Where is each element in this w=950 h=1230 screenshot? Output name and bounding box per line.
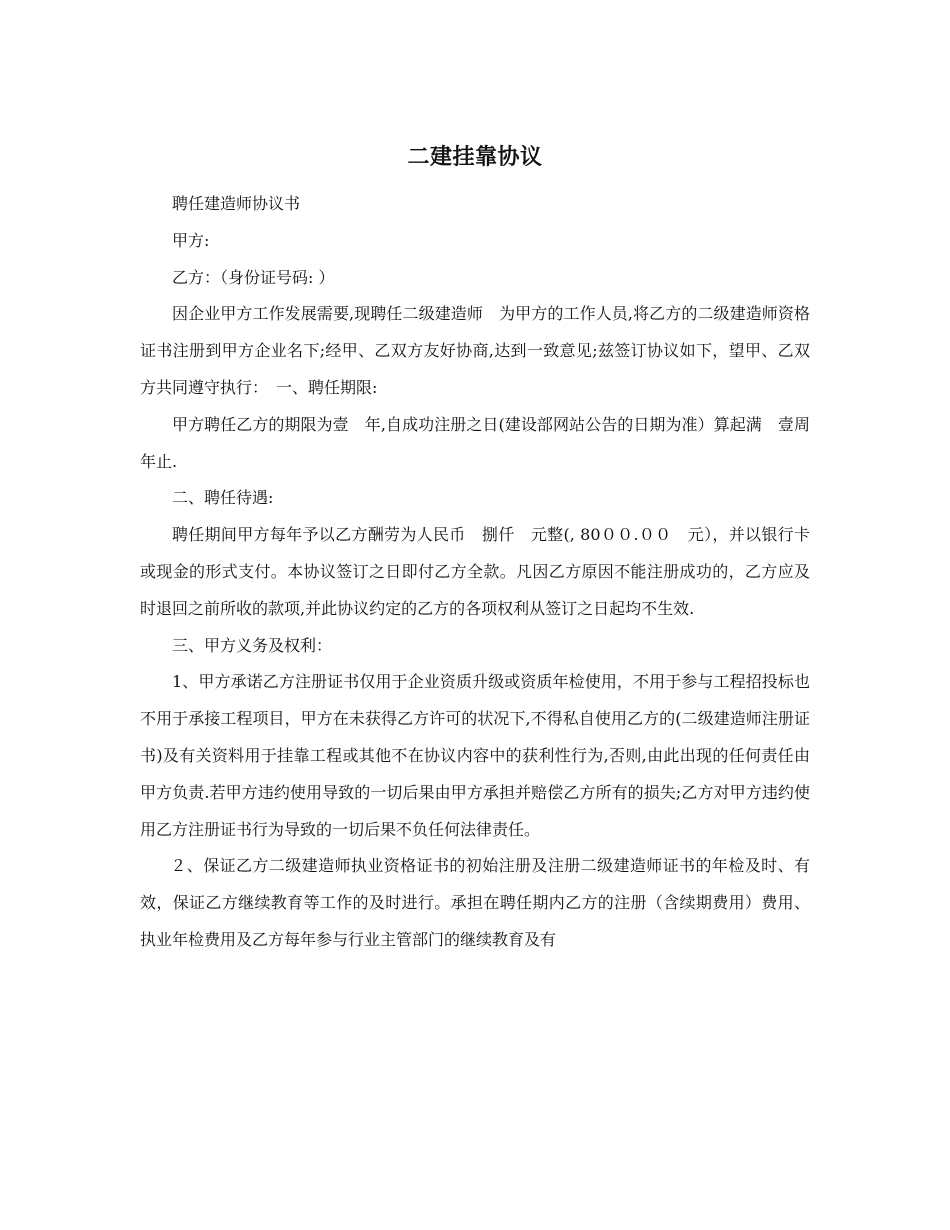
paragraph-term: 甲方聘任乙方的期限为壹 年,自成功注册之日(建设部网站公告的日期为准）算起满 壹周年止. [140, 414, 810, 471]
paragraph-subtitle: 聘任建造师协议书 [172, 194, 301, 213]
paragraph-obligation-1: 1、甲方承诺乙方注册证书仅用于企业资质升级或资质年检使用，不用于参与工程招投标也不用于承接工程项目，甲方在未获得乙方许可的状况下,不得私自使用乙方的(二级建造师注册证书)及有关资料用于挂靠工程或其他不在协议内容中的获利性行为,否则,由此出现的任何责任由甲方负责.若甲方违约使用导致的一切后果由甲方承担并赔偿乙方所有的损失;乙方对甲方违约使用乙方注册证书行为导致的一切后果不负任何法律责任。 [140, 672, 810, 839]
document-body [140, 186, 810, 959]
document-title: 二建挂靠协议 [407, 144, 543, 170]
paragraph-intro: 因企业甲方工作发展需要,现聘任二级建造师 为甲方的工作人员,将乙方的二级建造师资格证书注册到甲方企业名下;经甲、乙双方友好协商,达到一致意见;兹签订协议如下，望甲、乙双方共同遵守执行： 一、聘任期限: [140, 304, 810, 397]
section-heading-compensation: 二、聘任待遇: [172, 488, 274, 508]
paragraph-compensation: 聘任期间甲方每年予以乙方酬劳为人民币 捌仟 元整(, 80００.００ 元），并以银行卡或现金的形式支付。本协议签订之日即付乙方全款。凡因乙方原因不能注册成功的，乙方应及时退回之前所收的款项,并此协议约定的乙方的各项权利从签订之日起均不生效. [140, 525, 810, 618]
paragraph-obligation-2: ２、保证乙方二级建造师执业资格证书的初始注册及注册二级建造师证书的年检及时、有效，保证乙方继续教育等工作的及时进行。承担在聘任期内乙方的注册（含续期费用）费用、执业年检费用及乙方每年参与行业主管部门的继续教育及有 [140, 856, 810, 949]
paragraph-party-b: 乙方：（身份证号码: ） [172, 267, 335, 287]
section-heading-obligations: 三、甲方义务及权利： [172, 635, 333, 655]
paragraph-party-a: 甲方: [172, 230, 210, 250]
